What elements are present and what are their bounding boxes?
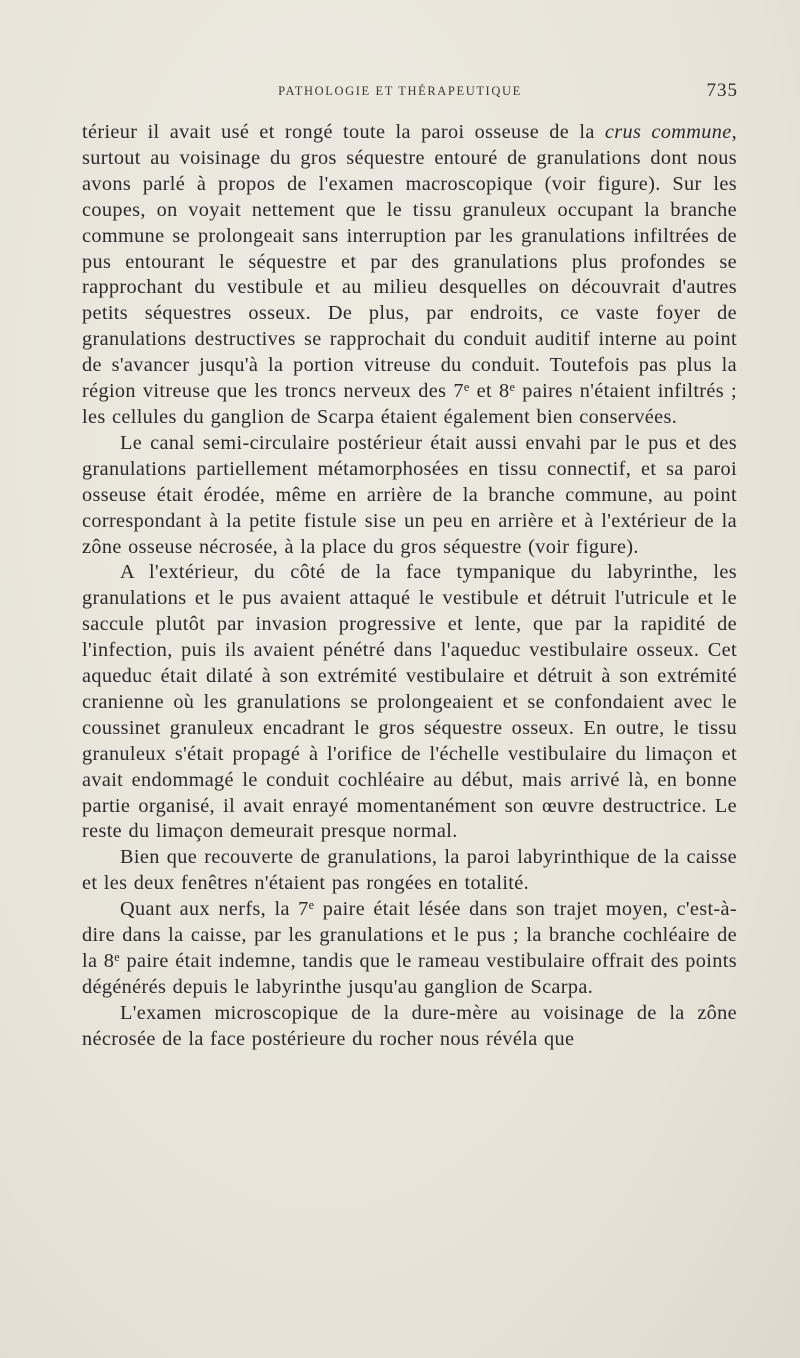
paragraph-1-part-a: térieur il avait usé et rongé toute la paroi osseuse de la: [82, 121, 605, 143]
paragraph-1-part-e: paires n'étaient infiltrés ; les cellules du ganglion de Scarpa étaient également bien conservées.: [82, 380, 737, 428]
page-header: [62, 80, 738, 106]
body-text: [82, 120, 737, 1053]
paragraph-1-part-d: et 8: [469, 380, 510, 403]
running-head: PATHOLOGIE ET THÉRAPEUTIQUE: [278, 84, 522, 98]
paragraph-5-part-a: Quant aux nerfs, la 7: [120, 898, 309, 921]
superscript: e: [308, 898, 315, 913]
paragraph-5: [82, 897, 737, 1001]
page-number: 735: [706, 80, 738, 101]
superscript: e: [463, 379, 470, 394]
paragraph-1-part-c: , surtout au voisinage du gros séquestre entouré de granulations dont nous avons parlé à propos de l'examen macroscopique (voir figure). Sur les coupes, on voyait nettement que le tissu granuleux occupant la branche commune se prolongeait sans interruption par les granulations infiltrées de pus entourant le séquestre et par des granulations plus profondes se rapprochant du vestibule et au milieu desquelles on découvrait d'autres petits séquestres osseux. De plus, par endroits, ce vaste foyer de granulations destructives se rapprochait du conduit auditif interne au point de s'avancer jusqu'à la portion vitreuse du conduit. Toutefois pas plus la région vitreuse que les troncs nerveux des 7: [82, 121, 737, 403]
paragraph-1: [82, 120, 737, 431]
superscript: e: [114, 949, 121, 964]
superscript: e: [509, 379, 516, 394]
paragraph-2: Le canal semi-circulaire postérieur était aussi envahi par le pus et des granulations partiellement métamorphosées en tissu connectif, et sa paroi osseuse était érodée, même en arrière de la branche commune, au point correspondant à la petite fistule sise un peu en arrière et à l'extérieur de la zône osseuse nécrosée, à la place du gros séquestre (voir figure).: [82, 431, 737, 558]
paragraph-5-part-c: paire était indemne, tandis que le rameau vestibulaire offrait des points dégénérés depuis le labyrinthe jusqu'au ganglion de Scarpa.: [82, 950, 737, 998]
latin-term: crus commune: [604, 121, 732, 143]
paragraph-6: L'examen microscopique de la dure-mère au voisinage de la zône nécrosée de la face postérieure du rocher nous révéla que: [82, 1001, 737, 1050]
paragraph-5-part-b: paire était lésée dans son trajet moyen, c'est-à-dire dans la caisse, par les granulations et le pus ; la branche cochléaire de la 8: [82, 898, 737, 972]
paragraph-4: Bien que recouverte de granulations, la paroi labyrinthique de la caisse et les deux fenêtres n'étaient pas rongées en totalité.: [82, 846, 737, 895]
paragraph-3: A l'extérieur, du côté de la face tympanique du labyrinthe, les granulations et le pus avaient attaqué le vestibule et détruit l'utricule et le saccule plutôt par invasion progressive et lente, que par la rapidité de l'infection, puis ils avaient pénétré dans l'aqueduc vestibulaire osseux. Cet aqueduc était dilaté à son extrémité vestibulaire et détruit à son extrémité cranienne où les granulations se prolongeaient et se confondaient avec le coussinet granuleux encadrant le gros séquestre osseux. En outre, le tissu granuleux s'était propagé à l'orifice de l'échelle vestibulaire du limaçon et avait endommagé le conduit cochléaire au début, mais arrivé là, en bonne partie organisé, il avait enrayé momentanément son œuvre destructrice. Le reste du limaçon demeurait presque normal.: [82, 561, 737, 843]
